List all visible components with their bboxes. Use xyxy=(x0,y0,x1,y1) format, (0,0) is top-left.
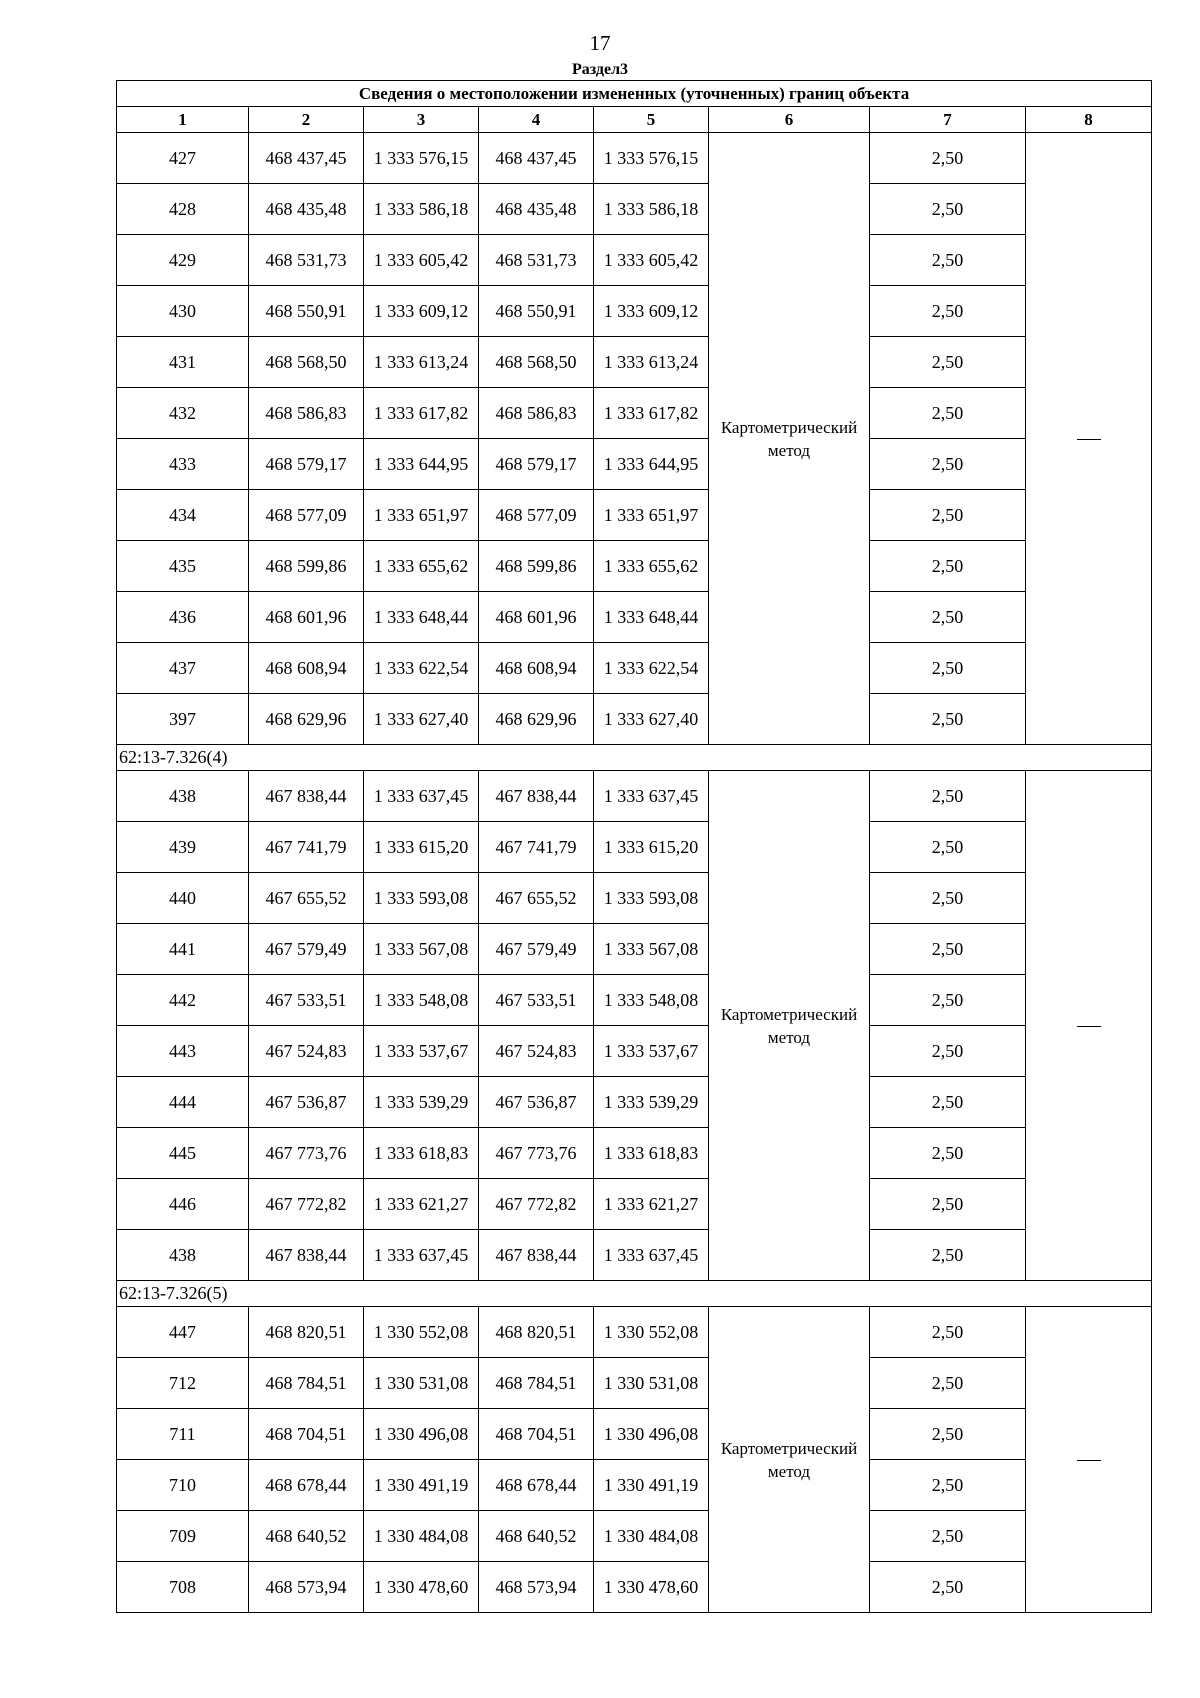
point-number-cell: 436 xyxy=(117,592,249,643)
y-existing-cell: 1 333 539,29 xyxy=(364,1077,479,1128)
x-updated-cell: 468 784,51 xyxy=(479,1358,594,1409)
x-existing-cell: 468 599,86 xyxy=(249,541,364,592)
column-number: 4 xyxy=(479,107,594,133)
point-number-cell: 442 xyxy=(117,975,249,1026)
y-existing-cell: 1 333 586,18 xyxy=(364,184,479,235)
x-existing-cell: 468 531,73 xyxy=(249,235,364,286)
note-cell xyxy=(1026,133,1152,745)
x-existing-cell: 468 678,44 xyxy=(249,1460,364,1511)
column-number: 8 xyxy=(1026,107,1152,133)
y-existing-cell: 1 330 491,19 xyxy=(364,1460,479,1511)
table-row xyxy=(117,1562,1152,1613)
y-updated-cell: 1 333 637,45 xyxy=(594,1230,709,1281)
accuracy-cell: 2,50 xyxy=(870,235,1026,286)
point-number-cell: 443 xyxy=(117,1026,249,1077)
y-existing-cell: 1 330 531,08 xyxy=(364,1358,479,1409)
table-row xyxy=(117,1179,1152,1230)
accuracy-cell: 2,50 xyxy=(870,286,1026,337)
table-row xyxy=(117,975,1152,1026)
x-updated-cell: 468 531,73 xyxy=(479,235,594,286)
y-existing-cell: 1 333 617,82 xyxy=(364,388,479,439)
y-existing-cell: 1 333 637,45 xyxy=(364,771,479,822)
x-existing-cell: 468 568,50 xyxy=(249,337,364,388)
parcel-group-label: 62:13-7.326(5) xyxy=(117,1281,1152,1307)
y-updated-cell: 1 333 648,44 xyxy=(594,592,709,643)
y-updated-cell: 1 330 484,08 xyxy=(594,1511,709,1562)
y-updated-cell: 1 333 537,67 xyxy=(594,1026,709,1077)
point-number-cell: 428 xyxy=(117,184,249,235)
y-updated-cell: 1 333 539,29 xyxy=(594,1077,709,1128)
column-number: 7 xyxy=(870,107,1026,133)
x-updated-cell: 467 536,87 xyxy=(479,1077,594,1128)
point-number-cell: 438 xyxy=(117,771,249,822)
x-existing-cell: 468 608,94 xyxy=(249,643,364,694)
accuracy-cell: 2,50 xyxy=(870,133,1026,184)
parcel-group-row xyxy=(117,745,1152,771)
parcel-group-row xyxy=(117,1281,1152,1307)
y-updated-cell: 1 333 617,82 xyxy=(594,388,709,439)
column-number: 3 xyxy=(364,107,479,133)
x-existing-cell: 467 533,51 xyxy=(249,975,364,1026)
table-row xyxy=(117,1460,1152,1511)
x-updated-cell: 467 772,82 xyxy=(479,1179,594,1230)
point-number-cell: 709 xyxy=(117,1511,249,1562)
y-existing-cell: 1 333 622,54 xyxy=(364,643,479,694)
point-number-cell: 710 xyxy=(117,1460,249,1511)
accuracy-cell: 2,50 xyxy=(870,1511,1026,1562)
accuracy-cell: 2,50 xyxy=(870,873,1026,924)
accuracy-cell: 2,50 xyxy=(870,1562,1026,1613)
y-updated-cell: 1 333 644,95 xyxy=(594,439,709,490)
dash-mark xyxy=(1077,439,1101,440)
table-row xyxy=(117,1128,1152,1179)
y-existing-cell: 1 333 576,15 xyxy=(364,133,479,184)
y-existing-cell: 1 333 627,40 xyxy=(364,694,479,745)
accuracy-cell: 2,50 xyxy=(870,1409,1026,1460)
table-row xyxy=(117,771,1152,822)
y-updated-cell: 1 333 613,24 xyxy=(594,337,709,388)
point-number-cell: 440 xyxy=(117,873,249,924)
x-existing-cell: 468 435,48 xyxy=(249,184,364,235)
table-row xyxy=(117,439,1152,490)
x-existing-cell: 468 437,45 xyxy=(249,133,364,184)
y-updated-cell: 1 333 637,45 xyxy=(594,771,709,822)
x-existing-cell: 467 741,79 xyxy=(249,822,364,873)
x-updated-cell: 467 773,76 xyxy=(479,1128,594,1179)
accuracy-cell: 2,50 xyxy=(870,771,1026,822)
x-updated-cell: 467 524,83 xyxy=(479,1026,594,1077)
accuracy-cell: 2,50 xyxy=(870,694,1026,745)
table-caption: Сведения о местоположении измененных (уточненных) границ объекта xyxy=(117,81,1152,107)
accuracy-cell: 2,50 xyxy=(870,643,1026,694)
point-number-cell: 708 xyxy=(117,1562,249,1613)
x-updated-cell: 468 640,52 xyxy=(479,1511,594,1562)
y-existing-cell: 1 333 637,45 xyxy=(364,1230,479,1281)
x-existing-cell: 468 550,91 xyxy=(249,286,364,337)
x-existing-cell: 467 838,44 xyxy=(249,1230,364,1281)
point-number-cell: 437 xyxy=(117,643,249,694)
y-existing-cell: 1 333 605,42 xyxy=(364,235,479,286)
accuracy-cell: 2,50 xyxy=(870,1358,1026,1409)
accuracy-cell: 2,50 xyxy=(870,1307,1026,1358)
dash-mark xyxy=(1077,1460,1101,1461)
accuracy-cell: 2,50 xyxy=(870,337,1026,388)
table-row xyxy=(117,490,1152,541)
point-number-cell: 439 xyxy=(117,822,249,873)
table-row xyxy=(117,235,1152,286)
accuracy-cell: 2,50 xyxy=(870,184,1026,235)
point-number-cell: 433 xyxy=(117,439,249,490)
y-updated-cell: 1 333 651,97 xyxy=(594,490,709,541)
y-updated-cell: 1 333 609,12 xyxy=(594,286,709,337)
accuracy-cell: 2,50 xyxy=(870,1230,1026,1281)
y-existing-cell: 1 333 644,95 xyxy=(364,439,479,490)
parcel-group-label: 62:13-7.326(4) xyxy=(117,745,1152,771)
y-updated-cell: 1 330 496,08 xyxy=(594,1409,709,1460)
y-updated-cell: 1 333 548,08 xyxy=(594,975,709,1026)
table-row xyxy=(117,541,1152,592)
y-existing-cell: 1 330 478,60 xyxy=(364,1562,479,1613)
y-existing-cell: 1 333 651,97 xyxy=(364,490,479,541)
x-updated-cell: 468 568,50 xyxy=(479,337,594,388)
point-number-cell: 429 xyxy=(117,235,249,286)
x-existing-cell: 467 536,87 xyxy=(249,1077,364,1128)
table-body xyxy=(117,81,1152,1613)
x-existing-cell: 467 524,83 xyxy=(249,1026,364,1077)
y-updated-cell: 1 333 618,83 xyxy=(594,1128,709,1179)
x-existing-cell: 467 655,52 xyxy=(249,873,364,924)
x-existing-cell: 468 579,17 xyxy=(249,439,364,490)
y-existing-cell: 1 333 537,67 xyxy=(364,1026,479,1077)
table-row xyxy=(117,643,1152,694)
dash-mark xyxy=(1077,1026,1101,1027)
accuracy-cell: 2,50 xyxy=(870,1077,1026,1128)
y-existing-cell: 1 330 496,08 xyxy=(364,1409,479,1460)
y-updated-cell: 1 330 478,60 xyxy=(594,1562,709,1613)
point-number-cell: 445 xyxy=(117,1128,249,1179)
boundary-table xyxy=(116,80,1152,1613)
accuracy-cell: 2,50 xyxy=(870,1128,1026,1179)
y-updated-cell: 1 333 627,40 xyxy=(594,694,709,745)
x-updated-cell: 468 577,09 xyxy=(479,490,594,541)
x-existing-cell: 467 579,49 xyxy=(249,924,364,975)
table-row xyxy=(117,286,1152,337)
table-row xyxy=(117,592,1152,643)
table-row xyxy=(117,873,1152,924)
y-existing-cell: 1 333 618,83 xyxy=(364,1128,479,1179)
x-existing-cell: 468 704,51 xyxy=(249,1409,364,1460)
x-updated-cell: 468 629,96 xyxy=(479,694,594,745)
accuracy-cell: 2,50 xyxy=(870,924,1026,975)
column-numbers-row xyxy=(117,107,1152,133)
accuracy-cell: 2,50 xyxy=(870,541,1026,592)
y-updated-cell: 1 330 552,08 xyxy=(594,1307,709,1358)
note-cell xyxy=(1026,1307,1152,1613)
point-number-cell: 397 xyxy=(117,694,249,745)
x-existing-cell: 468 586,83 xyxy=(249,388,364,439)
point-number-cell: 430 xyxy=(117,286,249,337)
x-existing-cell: 468 577,09 xyxy=(249,490,364,541)
x-existing-cell: 467 772,82 xyxy=(249,1179,364,1230)
table-row xyxy=(117,924,1152,975)
column-number: 1 xyxy=(117,107,249,133)
y-updated-cell: 1 333 615,20 xyxy=(594,822,709,873)
point-number-cell: 427 xyxy=(117,133,249,184)
table-row xyxy=(117,1307,1152,1358)
y-updated-cell: 1 333 567,08 xyxy=(594,924,709,975)
x-existing-cell: 468 601,96 xyxy=(249,592,364,643)
x-updated-cell: 468 601,96 xyxy=(479,592,594,643)
x-existing-cell: 468 820,51 xyxy=(249,1307,364,1358)
column-number: 2 xyxy=(249,107,364,133)
y-existing-cell: 1 333 655,62 xyxy=(364,541,479,592)
y-updated-cell: 1 333 593,08 xyxy=(594,873,709,924)
point-number-cell: 447 xyxy=(117,1307,249,1358)
y-updated-cell: 1 333 621,27 xyxy=(594,1179,709,1230)
x-updated-cell: 468 435,48 xyxy=(479,184,594,235)
y-existing-cell: 1 333 567,08 xyxy=(364,924,479,975)
method-cell: Картометрический метод xyxy=(709,771,870,1281)
x-updated-cell: 468 579,17 xyxy=(479,439,594,490)
column-number: 6 xyxy=(709,107,870,133)
accuracy-cell: 2,50 xyxy=(870,975,1026,1026)
point-number-cell: 444 xyxy=(117,1077,249,1128)
note-cell xyxy=(1026,771,1152,1281)
method-cell: Картометрический метод xyxy=(709,133,870,745)
column-number: 5 xyxy=(594,107,709,133)
x-updated-cell: 468 573,94 xyxy=(479,1562,594,1613)
x-updated-cell: 468 820,51 xyxy=(479,1307,594,1358)
y-updated-cell: 1 333 576,15 xyxy=(594,133,709,184)
x-updated-cell: 468 678,44 xyxy=(479,1460,594,1511)
x-updated-cell: 467 579,49 xyxy=(479,924,594,975)
point-number-cell: 438 xyxy=(117,1230,249,1281)
accuracy-cell: 2,50 xyxy=(870,1026,1026,1077)
table-row xyxy=(117,1358,1152,1409)
y-updated-cell: 1 330 491,19 xyxy=(594,1460,709,1511)
point-number-cell: 446 xyxy=(117,1179,249,1230)
x-updated-cell: 468 704,51 xyxy=(479,1409,594,1460)
page-number: 17 xyxy=(589,31,611,55)
x-existing-cell: 467 773,76 xyxy=(249,1128,364,1179)
y-existing-cell: 1 333 609,12 xyxy=(364,286,479,337)
point-number-cell: 712 xyxy=(117,1358,249,1409)
table-row xyxy=(117,694,1152,745)
x-existing-cell: 468 629,96 xyxy=(249,694,364,745)
x-updated-cell: 468 599,86 xyxy=(479,541,594,592)
point-number-cell: 431 xyxy=(117,337,249,388)
y-existing-cell: 1 333 593,08 xyxy=(364,873,479,924)
table-caption-row xyxy=(117,81,1152,107)
y-existing-cell: 1 333 548,08 xyxy=(364,975,479,1026)
section-title: Раздел3 xyxy=(571,61,629,78)
table-row xyxy=(117,1077,1152,1128)
point-number-cell: 711 xyxy=(117,1409,249,1460)
x-updated-cell: 467 838,44 xyxy=(479,771,594,822)
y-updated-cell: 1 333 586,18 xyxy=(594,184,709,235)
y-updated-cell: 1 333 605,42 xyxy=(594,235,709,286)
y-updated-cell: 1 333 655,62 xyxy=(594,541,709,592)
y-existing-cell: 1 333 613,24 xyxy=(364,337,479,388)
x-existing-cell: 467 838,44 xyxy=(249,771,364,822)
x-updated-cell: 468 586,83 xyxy=(479,388,594,439)
x-updated-cell: 468 550,91 xyxy=(479,286,594,337)
y-existing-cell: 1 333 615,20 xyxy=(364,822,479,873)
y-existing-cell: 1 333 648,44 xyxy=(364,592,479,643)
accuracy-cell: 2,50 xyxy=(870,388,1026,439)
x-updated-cell: 467 655,52 xyxy=(479,873,594,924)
accuracy-cell: 2,50 xyxy=(870,592,1026,643)
table-row xyxy=(117,133,1152,184)
x-existing-cell: 468 640,52 xyxy=(249,1511,364,1562)
y-updated-cell: 1 330 531,08 xyxy=(594,1358,709,1409)
accuracy-cell: 2,50 xyxy=(870,439,1026,490)
table-row xyxy=(117,1511,1152,1562)
table-row xyxy=(117,822,1152,873)
y-existing-cell: 1 330 552,08 xyxy=(364,1307,479,1358)
accuracy-cell: 2,50 xyxy=(870,490,1026,541)
point-number-cell: 432 xyxy=(117,388,249,439)
x-updated-cell: 468 437,45 xyxy=(479,133,594,184)
table-row xyxy=(117,388,1152,439)
point-number-cell: 435 xyxy=(117,541,249,592)
x-updated-cell: 467 741,79 xyxy=(479,822,594,873)
table-row xyxy=(117,337,1152,388)
point-number-cell: 441 xyxy=(117,924,249,975)
y-existing-cell: 1 330 484,08 xyxy=(364,1511,479,1562)
accuracy-cell: 2,50 xyxy=(870,1460,1026,1511)
x-updated-cell: 467 533,51 xyxy=(479,975,594,1026)
point-number-cell: 434 xyxy=(117,490,249,541)
table-row xyxy=(117,184,1152,235)
accuracy-cell: 2,50 xyxy=(870,822,1026,873)
accuracy-cell: 2,50 xyxy=(870,1179,1026,1230)
x-updated-cell: 467 838,44 xyxy=(479,1230,594,1281)
table-row xyxy=(117,1409,1152,1460)
x-updated-cell: 468 608,94 xyxy=(479,643,594,694)
table-row xyxy=(117,1026,1152,1077)
method-cell: Картометрический метод xyxy=(709,1307,870,1613)
y-existing-cell: 1 333 621,27 xyxy=(364,1179,479,1230)
y-updated-cell: 1 333 622,54 xyxy=(594,643,709,694)
table-row xyxy=(117,1230,1152,1281)
x-existing-cell: 468 784,51 xyxy=(249,1358,364,1409)
x-existing-cell: 468 573,94 xyxy=(249,1562,364,1613)
